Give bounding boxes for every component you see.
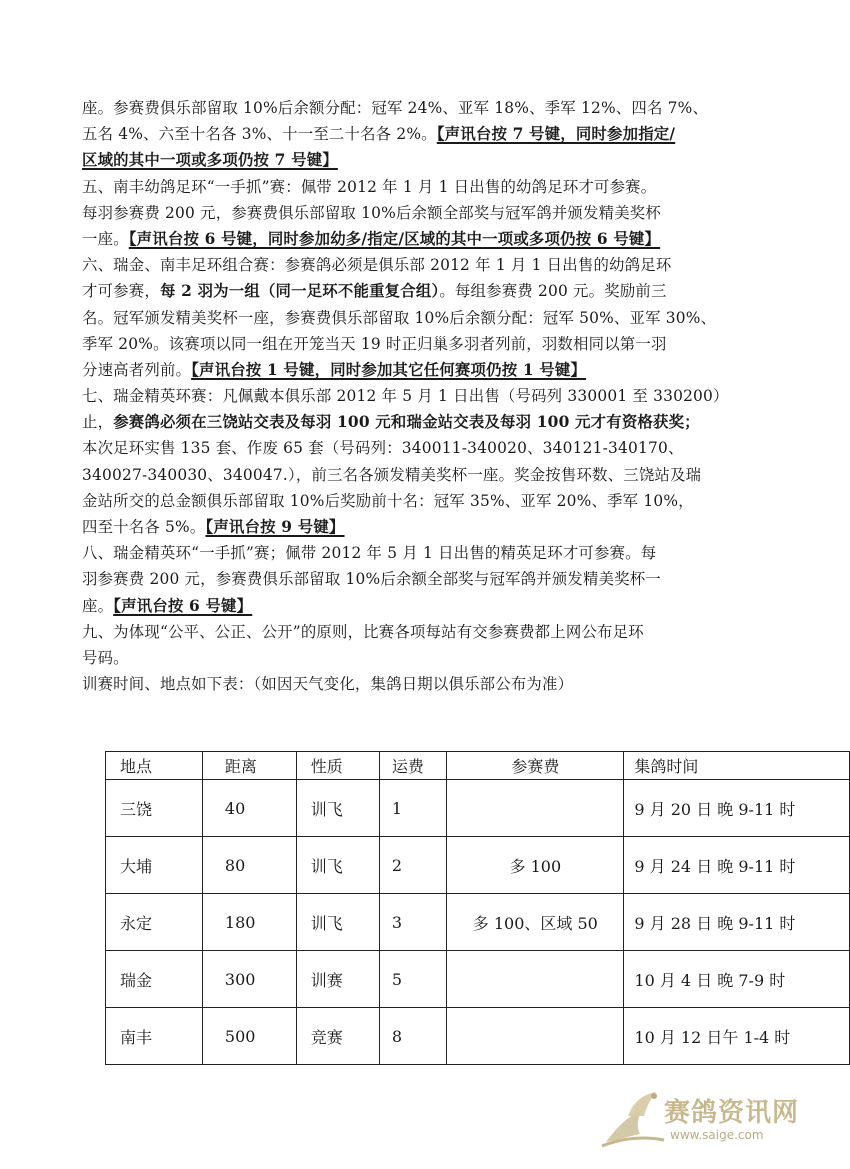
cell-type: 训飞: [296, 780, 379, 837]
text-span: 才可参赛，: [82, 282, 160, 301]
text-span: 一座。: [82, 229, 129, 248]
text-line: [82, 95, 794, 121]
cell-distance: 40: [202, 780, 296, 837]
cell-type: 竞赛: [296, 1008, 379, 1065]
text-span: 。每组参赛费 200 元。奖励前三: [439, 282, 667, 301]
emphasized-text: 【声讯台按 9 号键】: [205, 518, 345, 536]
text-span: 训赛时间、地点如下表：（如因天气变化，集鸽日期以俱乐部公布为准）: [82, 675, 574, 694]
text-line: [82, 409, 794, 435]
text-span: 号码。: [82, 648, 129, 667]
text-line: [82, 278, 794, 304]
text-line: [82, 514, 794, 540]
table-row: [106, 894, 850, 951]
text-line: [82, 540, 794, 566]
cell-location: 南丰: [106, 1008, 203, 1065]
text-line: [82, 435, 794, 461]
header-collection-time: 集鸽时间: [624, 752, 850, 780]
emphasized-text: 【声讯台按 1 号键，同时参加其它任何赛项仍按 1 号键】: [191, 360, 587, 379]
text-line: [82, 462, 794, 488]
text-span: 金站所交的总金额俱乐部留取 10%后奖励前十名：冠军 35%、亚军 20%、季军 10%，: [82, 491, 694, 510]
cell-freight: 3: [379, 894, 446, 951]
text-line: [82, 200, 794, 226]
cell-distance: 300: [202, 951, 296, 1008]
header-entry-fee: 参赛费: [447, 752, 624, 780]
document-body: [82, 95, 794, 697]
cell-type: 训飞: [296, 837, 379, 894]
cell-distance: 180: [202, 894, 296, 951]
text-line: [82, 226, 794, 252]
text-span: 羽参赛费 200 元，参赛费俱乐部留取 10%后余额全部奖与冠军鸽并颁发精美奖杯一: [82, 570, 661, 589]
text-span: 名。冠军颁发精美奖杯一座，参赛费俱乐部留取 10%后余额分配：冠军 50%、亚军 30%、: [82, 308, 717, 327]
text-line: [82, 121, 794, 147]
text-line: [82, 305, 794, 331]
emphasized-text: 每 2 羽为一组（同一足环不能重复合组）: [159, 282, 440, 301]
text-line: [82, 252, 794, 278]
cell-distance: 80: [202, 837, 296, 894]
text-span: 六、瑞金、南丰足环组合赛：参赛鸽必须是俱乐部 2012 年 1 月 1 日出售的幼鸽足环: [82, 256, 672, 275]
training-schedule-table: [105, 751, 850, 1065]
cell-location: 永定: [106, 894, 203, 951]
cell-collection-time: 9 月 28 日 晚 9-11 时: [624, 894, 850, 951]
text-line: [82, 645, 794, 671]
header-location: 地点: [106, 752, 203, 780]
table-row: [106, 951, 850, 1008]
text-span: 本次足环实售 135 套、作废 65 套（号码列：340011-340020、340121-340170、: [82, 439, 684, 458]
text-span: 五、南丰幼鸽足环“一手抓”赛：佩带 2012 年 1 月 1 日出售的幼鸽足环才可参赛。: [82, 177, 657, 196]
text-line: [82, 174, 794, 200]
site-watermark: [598, 1086, 812, 1152]
cell-collection-time: 10 月 12 日午 1-4 时: [624, 1008, 850, 1065]
table-header-row: [106, 752, 850, 780]
cell-entry-fee: 多 100: [447, 837, 624, 894]
cell-entry-fee: [447, 951, 624, 1008]
cell-type: 训赛: [296, 951, 379, 1008]
cell-distance: 500: [202, 1008, 296, 1065]
emphasized-text: 参赛鸽必须在三饶站交表及每羽 100 元和瑞金站交表及每羽 100 元才有资格获奖；: [113, 413, 700, 432]
table-row: [106, 837, 850, 894]
cell-freight: 8: [379, 1008, 446, 1065]
cell-location: 大埔: [106, 837, 203, 894]
cell-collection-time: 9 月 24 日 晚 9-11 时: [624, 837, 850, 894]
text-span: 四至十名各 5%。: [82, 518, 206, 536]
text-line: [82, 671, 794, 697]
cell-entry-fee: [447, 1008, 624, 1065]
table-row: [106, 1008, 850, 1065]
text-span: 五名 4%、六至十名各 3%、十一至二十名各 2%。: [82, 125, 437, 144]
header-distance: 距离: [202, 752, 296, 780]
cell-entry-fee: [447, 780, 624, 837]
text-line: [82, 357, 794, 383]
cell-location: 三饶: [106, 780, 203, 837]
emphasized-text: 【声讯台按 6 号键，同时参加幼多/指定/区域的其中一项或多项仍按 6 号键】: [128, 229, 661, 248]
emphasized-text: 【声讯台按 6 号键】: [113, 596, 253, 615]
text-span: 每羽参赛费 200 元，参赛费俱乐部留取 10%后余额全部奖与冠军鸽并颁发精美奖杯: [82, 203, 661, 222]
text-line: [82, 147, 794, 173]
text-line: [82, 383, 794, 409]
text-line: [82, 566, 794, 592]
pigeon-logo-icon: [598, 1086, 668, 1152]
text-span: 季军 20%。该赛项以同一组在开笼当天 19 时正归巢多羽者列前，羽数相同以第一羽: [82, 334, 667, 353]
text-line: [82, 593, 794, 619]
table-row: [106, 780, 850, 837]
cell-freight: 5: [379, 951, 446, 1008]
text-span: 340027-340030、340047.），前三名各颁发精美奖杯一座。奖金按售环数、三饶站及瑞: [82, 465, 702, 484]
text-span: 座。: [82, 596, 114, 615]
watermark-site-name: 赛鸽资讯网: [664, 1098, 800, 1128]
text-line: [82, 619, 794, 645]
cell-type: 训飞: [296, 894, 379, 951]
text-span: 七、瑞金精英环赛：凡佩戴本俱乐部 2012 年 5 月 1 日出售（号码列 330001 至 330200）: [82, 387, 729, 406]
cell-freight: 1: [379, 780, 446, 837]
cell-collection-time: 10 月 4 日 晚 7-9 时: [624, 951, 850, 1008]
text-span: 止，: [82, 413, 114, 432]
text-line: [82, 488, 794, 514]
emphasized-text: 区域的其中一项或多项仍按 7 号键】: [82, 151, 338, 170]
text-span: 八、瑞金精英环“一手抓”赛；佩带 2012 年 5 月 1 日出售的精英足环才可参赛。每: [82, 544, 657, 563]
emphasized-text: 【声讯台按 7 号键，同时参加指定/: [436, 125, 676, 144]
text-span: 座。参赛费俱乐部留取 10%后余额分配：冠军 24%、亚军 18%、季军 12%、四名 7%、: [82, 99, 709, 117]
text-span: 分速高者列前。: [82, 360, 192, 379]
cell-collection-time: 9 月 20 日 晚 9-11 时: [624, 780, 850, 837]
header-type: 性质: [296, 752, 379, 780]
cell-entry-fee: 多 100、区域 50: [447, 894, 624, 951]
text-span: 九、为体现“公平、公正、公开”的原则，比赛各项每站有交参赛费都上网公布足环: [82, 622, 644, 641]
text-line: [82, 331, 794, 357]
cell-freight: 2: [379, 837, 446, 894]
cell-location: 瑞金: [106, 951, 203, 1008]
header-freight: 运费: [379, 752, 446, 780]
watermark-site-url: www.saige.com: [670, 1128, 764, 1142]
